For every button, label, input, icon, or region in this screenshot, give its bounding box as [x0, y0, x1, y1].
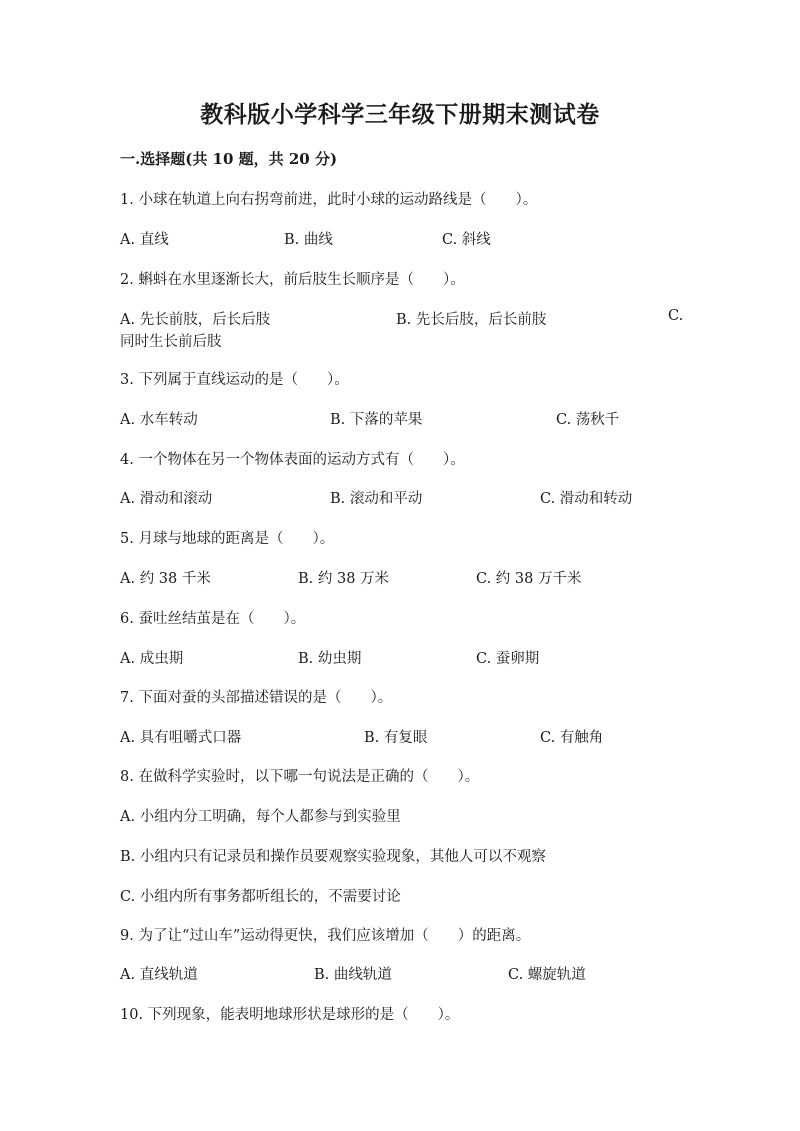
question-9-stem: 9. 为了让“过山车”运动得更快，我们应该增加（ ）的距离。: [120, 928, 531, 944]
question-4-option-c: C. 滑动和转动: [540, 491, 633, 507]
question-3-option-c: C. 荡秋千: [556, 412, 620, 428]
exam-title: 教科版小学科学三年级下册期末测试卷: [200, 101, 600, 128]
question-7-option-a: A. 具有咀嚼式口器: [120, 730, 242, 746]
question-8-stem: 8. 在做科学实验时，以下哪一句说法是正确的（ ）。: [120, 769, 480, 785]
question-6-option-c: C. 蚕卵期: [476, 651, 540, 667]
question-4-stem: 4. 一个物体在另一个物体表面的运动方式有（ ）。: [120, 452, 465, 468]
question-1-option-b: B. 曲线: [284, 232, 333, 248]
question-1-stem: 1. 小球在轨道上向右拐弯前进，此时小球的运动路线是（ ）。: [120, 192, 538, 208]
question-9-option-c: C. 螺旋轨道: [508, 967, 586, 983]
question-4-option-b: B. 滚动和平动: [330, 491, 423, 507]
question-6-stem: 6. 蚕吐丝结茧是在（ ）。: [120, 611, 306, 627]
question-2-option-c-text: 同时生长前后肢: [120, 334, 222, 350]
question-3-stem: 3. 下列属于直线运动的是（ ）。: [120, 372, 349, 388]
question-1-option-a: A. 直线: [120, 232, 169, 248]
section-heading: 一.选择题(共 10 题，共 20 分): [120, 150, 338, 168]
question-10-stem: 10. 下列现象，能表明地球形状是球形的是（ ）。: [120, 1007, 460, 1023]
question-2-option-c-label: C.: [668, 308, 684, 324]
question-4-option-a: A. 滑动和滚动: [120, 491, 213, 507]
question-6-option-a: A. 成虫期: [120, 651, 184, 667]
question-7-stem: 7. 下面对蚕的头部描述错误的是（ ）。: [120, 690, 393, 706]
question-8-option-c: C. 小组内所有事务都听组长的，不需要讨论: [120, 889, 401, 905]
question-8-option-b: B. 小组内只有记录员和操作员要观察实验现象，其他人可以不观察: [120, 849, 546, 865]
question-5-option-b: B. 约 38 万米: [298, 571, 390, 587]
question-5-option-c: C. 约 38 万千米: [476, 571, 582, 587]
question-5-stem: 5. 月球与地球的距离是（ ）。: [120, 531, 335, 547]
question-9-option-b: B. 曲线轨道: [314, 967, 392, 983]
question-7-option-b: B. 有复眼: [364, 730, 428, 746]
question-9-option-a: A. 直线轨道: [120, 967, 198, 983]
question-8-option-a: A. 小组内分工明确，每个人都参与到实验里: [120, 809, 401, 825]
question-3-option-b: B. 下落的苹果: [330, 412, 423, 428]
question-2-stem: 2. 蝌蚪在水里逐渐长大，前后肢生长顺序是（ ）。: [120, 272, 465, 288]
question-1-option-c: C. 斜线: [442, 232, 491, 248]
question-2-option-a: A. 先长前肢，后长后肢: [120, 312, 271, 328]
question-3-option-a: A. 水车转动: [120, 412, 198, 428]
question-6-option-b: B. 幼虫期: [298, 651, 362, 667]
question-7-option-c: C. 有触角: [540, 730, 604, 746]
question-5-option-a: A. 约 38 千米: [120, 571, 211, 587]
question-2-option-b: B. 先长后肢，后长前肢: [396, 312, 547, 328]
